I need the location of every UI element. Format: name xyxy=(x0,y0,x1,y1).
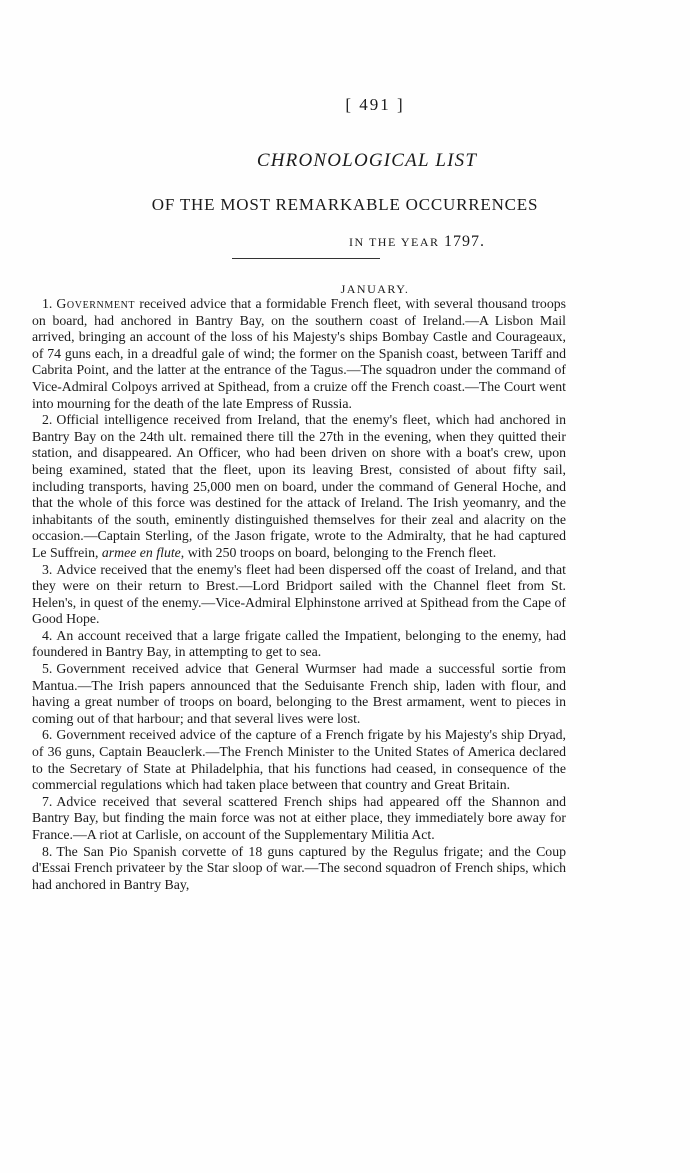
entry-text: Government received advice of the capture of a French frigate by his Majesty's ship Dryad, of 36 guns, Captain Beauclerk.—The French Minister to the United States of America declared to the Secretary of State at Philadelphia, that his functions had ceased, in consequence of the commercial regulations which had taken place between that country and Great Britain. xyxy=(32,727,566,793)
year-label: IN THE YEAR xyxy=(349,235,440,249)
entry-2 xyxy=(32,412,566,561)
entry-text: Advice received that several scattered French ships had appeared off the Shannon and Bantry Bay, but finding the main force was not at either place, they immediately bore away for France.—A riot at Carlisle, on account of the Supplementary Militia Act. xyxy=(32,793,566,842)
year-value: 1797. xyxy=(444,233,485,250)
entry-italic-text: armee en flute xyxy=(101,544,181,560)
heading-rule xyxy=(232,258,380,259)
page-title: CHRONOLOGICAL LIST xyxy=(256,150,478,171)
page-subtitle: OF THE MOST REMARKABLE OCCURRENCES xyxy=(151,195,539,214)
entry-number: 6. xyxy=(42,727,53,743)
entry-number: 8. xyxy=(42,843,53,859)
entry-3 xyxy=(32,562,566,628)
entry-text: The San Pio Spanish corvette of 18 guns captured by the Regulus frigate; and the Coup d'Essai French privateer by the Star sloop of war.—The second squadron of French ships, which had anchored in Bantry Bay, xyxy=(32,843,566,892)
month-heading: JANUARY. xyxy=(340,282,410,296)
entry-text: Official intelligence received from Ireland, that the enemy's fleet, which had anchored in Bantry Bay on the 24th ult. remained there till the 27th in the evening, when they quitted their station, and disappeared. An Officer, who had been driven on shore with a boat's crew, upon being examined, stated that the fleet, upon its leaving Brest, consisted of about fifty sail, including transports, having 25,000 men on board, under the command of General Hoche, and that the whole of this force was destined for the attack of Ireland. The Irish yeomanry, and the inhabitants of the south, eminently distinguished themselves for their zeal and alacrity on the occasion.—Captain Sterling, of the Jason frigate, wrote to the Admiralty, that he had captured Le Suffrein, xyxy=(32,412,566,560)
entry-8 xyxy=(32,844,566,894)
entry-text: An account received that a large frigate called the Impatient, belonging to the enemy, had foundered in Bantry Bay, in attempting to get to sea. xyxy=(32,627,566,660)
entry-number: 7. xyxy=(42,793,53,809)
entry-text: received advice that a formidable French fleet, with several thousand troops on board, had anchored in Bantry Bay, on the southern coast of Ireland.—A Lisbon Mail arrived, bringing an account of the loss of his Majesty's ships Bombay Castle and Courageaux, of 74 guns each, in a dreadful gale of wind; the former on the Spanish coast, between Tariff and Cabrita Point, and the latter at the entrance of the Tagus.—The squadron under the command of Vice-Admiral Colpoys arrived at Spithead, from a cruize off the French coast.—The Court went into mourning for the death of the late Empress of Russia. xyxy=(32,296,566,411)
entry-text: Advice received that the enemy's fleet had been dispersed off the coast of Ireland, and that they were on their return to Brest.—Lord Bridport sailed with the Channel fleet from St. Helen's, in quest of the enemy.—Vice-Admiral Elphinstone arrived at Spithead from the Cape of Good Hope. xyxy=(32,561,566,627)
entry-6 xyxy=(32,727,566,793)
entry-number: 2. xyxy=(42,412,53,428)
page-number: [ 491 ] xyxy=(345,95,405,114)
entry-1 xyxy=(32,296,566,412)
entry-text-continued: , with 250 troops on board, belonging to the French fleet. xyxy=(180,544,497,560)
entry-7 xyxy=(32,794,566,844)
entry-number: 3. xyxy=(42,561,53,577)
year-heading xyxy=(72,233,690,251)
entry-number: 4. xyxy=(42,627,53,643)
entry-number: 1. xyxy=(42,296,53,311)
entry-number: 5. xyxy=(42,661,53,677)
chronology-body xyxy=(32,296,566,893)
entry-5 xyxy=(32,661,566,727)
entry-lead-word: Government xyxy=(56,296,136,311)
entry-4 xyxy=(32,628,566,661)
entry-text: Government received advice that General Wurmser had made a successful sortie from Mantua.—The Irish papers announced that the Seduisante French ship, laden with flour, and having a great number of troops on board, belonging to the Brest armament, went to pieces in coming out of that harbour; and that several lives were lost. xyxy=(32,661,566,726)
